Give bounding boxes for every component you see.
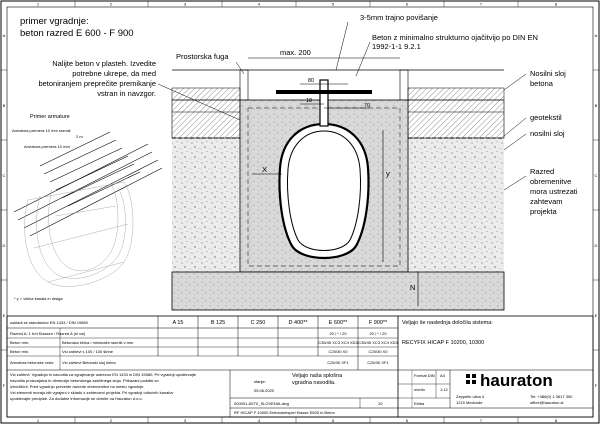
col-number: 8 [554,1,558,7]
r3-left: Beton min. [10,340,30,345]
col-number: 4 [257,418,261,423]
r2-label: Razred A: 1 h/d Klassen / Razred A (ni vsi) [10,331,86,336]
upper-hatched-left [172,88,240,100]
valid-text-1: Veljajo naša splošna [292,373,343,379]
col-number: 8 [554,418,558,423]
leader-geotekstil [504,118,526,136]
label-arm-1a: Armatura premera 10 mm razmik [12,128,71,133]
col-number: 5 [331,1,335,7]
label-primer-armature: Primer armature [30,114,70,120]
col-number: 2 [109,1,113,7]
col-number: 3 [183,418,187,423]
label-dim-70: 70 [364,103,371,109]
col-number: 1 [36,418,40,423]
stand-label: stanje: [254,379,266,384]
logo-text: hauraton [480,371,553,390]
stand-date: 05.06.2020 [254,388,275,393]
row-letter: C [2,173,6,178]
r5-f900: C25/30 XF1 [367,360,389,365]
note-line: Vsi elementi morajo biti vgrajeni v skladu z zahtevami projekta. Pri vgradnji odtočnih kanalov [10,390,174,395]
col-number: 6 [405,418,409,423]
row-letter: E [2,313,6,318]
table-row-label: uskladi se standardov EN 1433 / DIN 19580 [10,320,88,325]
label-dim-80: 80 [308,78,315,84]
leader-nosilni-beton [504,74,526,90]
label-trajno: 3-5mm trajno povišanje [360,13,438,22]
company-address-1: Zeppelin ulica 4 [456,394,485,399]
company-address-2: 1215 Medvode [456,400,483,405]
r2-f900: 20 / * / 20 [369,331,387,336]
format-label: Format DIN [414,373,435,378]
label-razred-1: Razred [530,167,555,176]
row-letter: A [594,33,598,38]
label-geotekstil: geotekstil [530,113,562,122]
rebar-sketch [12,114,162,301]
label-x: X [262,165,268,174]
format-val: A4 [440,373,445,378]
leader-razred [504,176,526,190]
header-note-line1: primer vgradnje: [20,16,89,27]
info-title: Veljajo še naslednja določila sistema: [402,320,493,326]
label-footnote: * y = višina kanala in drsiga [14,296,63,301]
label-razred-4: zahtevam [530,197,563,206]
col-number: 2 [109,418,113,423]
row-letter: D [594,243,598,248]
col-number: 4 [257,1,261,7]
channel-slot [320,80,328,126]
r3-f900: C35/45 XC3 XC4 XD3 [358,340,398,345]
col-number: 3 [183,1,187,7]
r3-label: Betonska širina / minimalni razmik v mm [62,340,134,345]
note-line: upoštevajte predpise. Za dodatne informacije se obrnite na Hauraton d.o.o. [10,396,143,401]
label-arm-1b: 2 m [76,134,83,139]
row-letter: E [594,313,598,318]
class-f900: F 900** [368,320,388,326]
sheet-number: 10 [378,401,383,406]
r5-left: Armatura betonske vrste [10,360,54,365]
scale-label: merilo [414,387,425,392]
label-nalijte-1: Nalijte beton v plasteh. Izvedite [52,59,156,68]
label-razred-2: obremenitve [530,177,572,186]
label-max: max. 200 [280,48,311,57]
class-b125: B 125 [210,320,226,326]
col-number: 6 [405,1,409,7]
note-line: navodila proizvajalca in dimenzije betonskega zaščitnega sloja. Prikazani podatki so [10,378,159,383]
header-note-line2: beton razred E 600 - F 900 [20,28,134,39]
r4-left: Beton min. [10,349,30,354]
class-a15: A 15 [172,320,184,326]
upper-hatched-right [408,88,504,100]
top-block-right [400,70,408,100]
r2-e600: 20 / * / 20 [329,331,347,336]
r4-label: Vsi zahtevi s 100 / 130 širine [62,349,113,354]
label-razred-5: projekta [530,207,557,216]
label-dim-18: 18 [306,98,313,104]
col-number: 5 [331,418,335,423]
sheet-label: Ebiba [414,401,425,406]
channel-body [280,124,369,258]
class-c250: C 250 [250,320,266,326]
leader-trajno [336,22,348,70]
row-letter: C [594,173,598,178]
r5-label: Vsi zahtevi Betonski sloj širina [62,360,116,365]
label-nosilni-beton-2: betona [530,79,553,88]
class-d400: D 400** [288,320,308,326]
col-number: 7 [479,418,483,423]
label-n: N [410,283,416,292]
row-letter: A [2,33,6,38]
doc-number: 000001-8XT0_SLOVENIA.dwg [234,401,289,406]
row-letter: F [594,383,598,388]
r5-e600: C25/30 XF1 [327,360,349,365]
scale-val: 1:12 [440,387,448,392]
valid-text-2: vgradna navodila. [292,380,336,386]
col-number: 7 [479,1,483,7]
label-nalijte-4: vstran in navzgor. [97,89,156,98]
company-contact-2: office@hauraton.si [530,400,564,405]
label-razred-3: mora ustrezati [530,187,578,196]
row-letter: B [594,103,598,108]
leader-beton [356,42,370,76]
label-nalijte-2: potrebne ukrepe, da med [72,69,156,78]
row-letter: B [2,103,6,108]
title-block [7,316,593,417]
concrete-slab-right [408,100,504,138]
label-nosilni-beton-1: Nosilni sloj [530,69,566,78]
section-drawing [158,22,526,310]
leader-nosilni-sloj [504,134,526,150]
note-line: izhodiščni. Pred vgradnjo preverite razrede obremenitve na mestu vgradnje. [10,384,145,389]
r4-f900: C25/30 X0 [368,349,388,354]
label-nosilni-sloj: nosilni sloj [530,129,565,138]
class-e600: E 600** [328,320,348,326]
label-arm-2: Armatura premera 10 mm [24,144,70,149]
r3-e600: C35/45 XC3 XC4 XD3 [318,340,358,345]
label-y: y [386,169,390,178]
row-letter: D [2,243,6,248]
base-slab [172,272,504,310]
label-beton-min-1: Beton z minimalno strukturno ojačitvijo po DIN EN [372,33,538,42]
top-block-left [240,70,248,100]
company-contact-1: Tel: +386(0) 1 3617 300 [530,394,573,399]
row-letter: F [2,383,6,388]
r4-e600: C25/30 X0 [328,349,348,354]
label-nalijte-3: betoniranjem preprečite premikanje [38,79,156,88]
label-fuga: Prostorska fuga [176,52,229,61]
col-number: 1 [36,1,40,7]
slot-flange [276,90,372,94]
note-line: Vsi zahtevi: Vgradnja in navodila za vgrajevanje ustrezno EN 1433 in DIN 19580. Pri vgradnji upoštevajte [10,372,197,377]
label-beton-min-2: 1992-1-1 9.2.1 [372,42,421,51]
doc-title: RF HICAP F 10000 Einbaubeispiel Klasse E600 in Beton [234,410,335,415]
hauraton-logo [466,371,553,390]
info-product: RECYFIX HICAP F 10200, 10300 [402,340,485,346]
concrete-slab-left [172,100,240,138]
